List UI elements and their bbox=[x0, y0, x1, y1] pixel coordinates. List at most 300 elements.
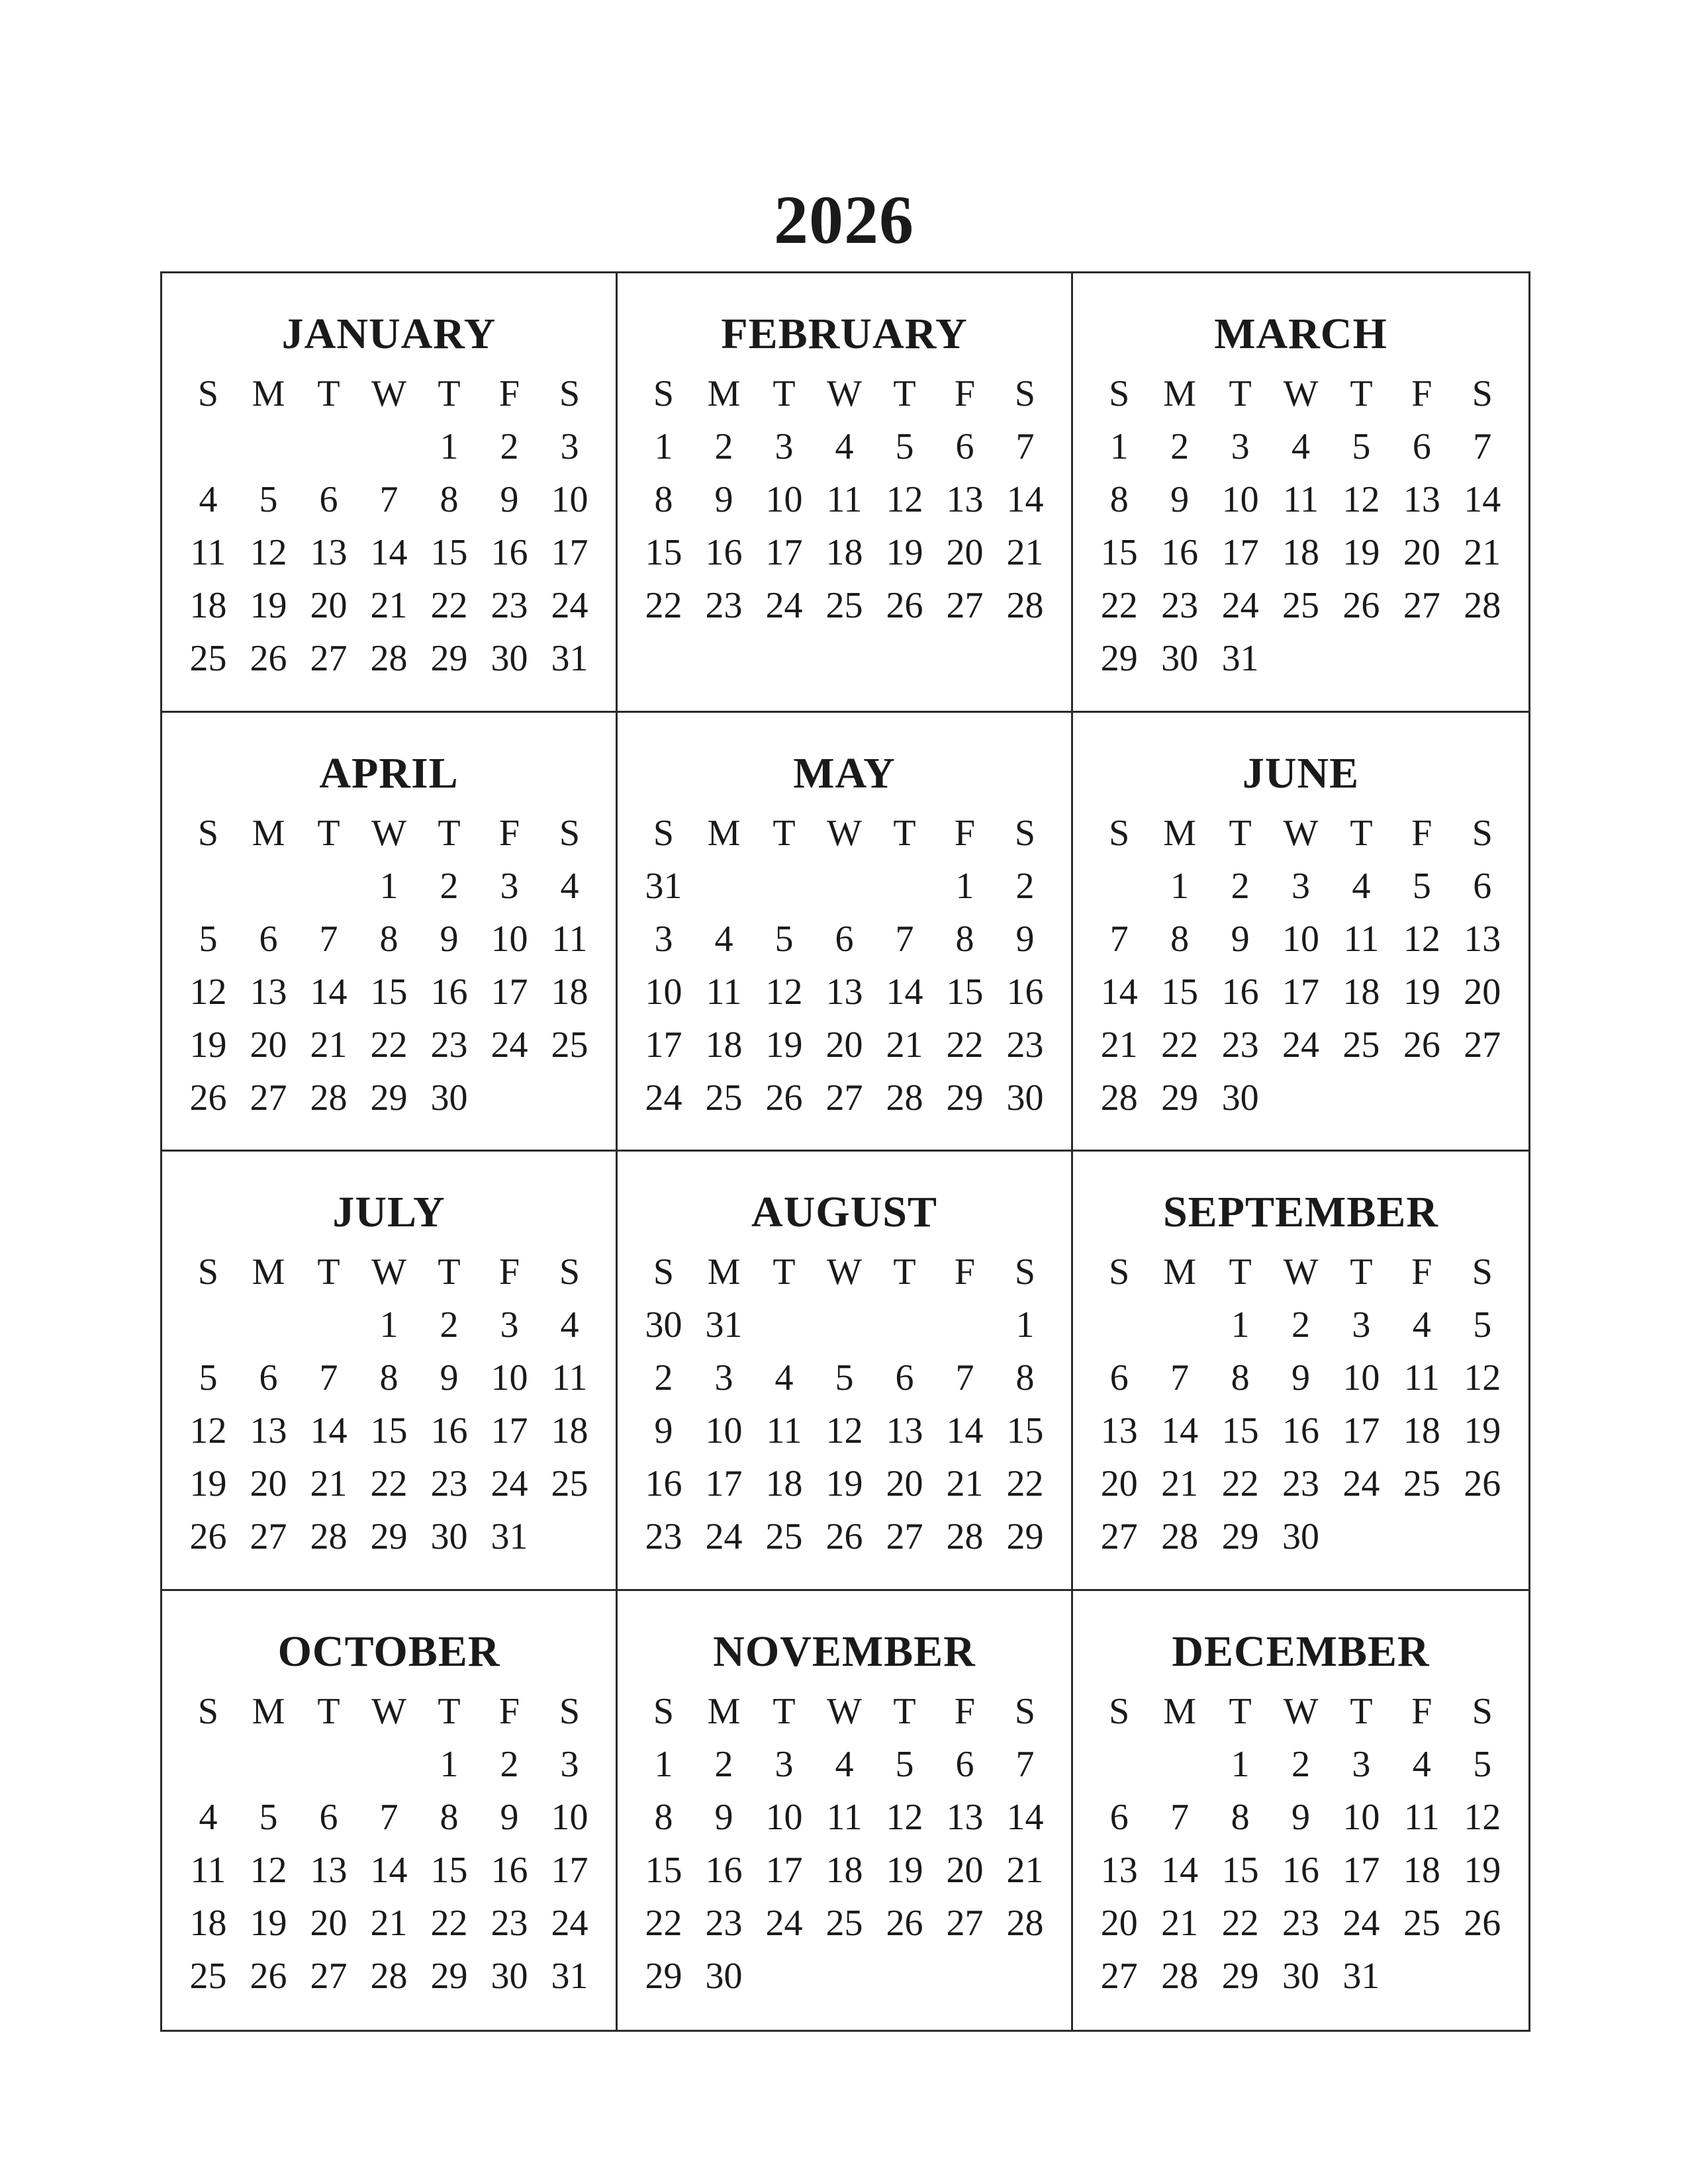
day-cell: 3 bbox=[1352, 1743, 1371, 1785]
day-cell: 5 bbox=[895, 1743, 914, 1785]
day-cell: 26 bbox=[765, 1077, 803, 1118]
day-cell: 20 bbox=[886, 1463, 923, 1504]
day-cell: 30 bbox=[1282, 1516, 1319, 1557]
month-name: OCTOBER bbox=[277, 1627, 500, 1676]
day-cell: 29 bbox=[430, 638, 468, 679]
day-cell: 16 bbox=[705, 532, 743, 573]
day-grid bbox=[178, 1246, 600, 1563]
day-cell: 15 bbox=[1221, 1410, 1259, 1451]
empty-day-cell bbox=[359, 420, 419, 473]
day-cell: 12 bbox=[1403, 918, 1440, 960]
day-cell: 25 bbox=[551, 1463, 588, 1504]
day-cell: 19 bbox=[1403, 971, 1440, 1013]
day-cell: 24 bbox=[645, 1077, 682, 1118]
day-cell: 11 bbox=[1403, 1796, 1440, 1838]
day-cell: 11 bbox=[190, 532, 226, 573]
day-cell: 22 bbox=[370, 1463, 408, 1504]
day-cell: 3 bbox=[774, 426, 794, 467]
day-cell: 8 bbox=[440, 479, 459, 520]
day-cell: 25 bbox=[551, 1024, 588, 1066]
day-cell: 18 bbox=[551, 971, 588, 1013]
day-cell: 19 bbox=[250, 585, 287, 626]
day-grid bbox=[633, 367, 1055, 632]
weekday-label: W bbox=[1283, 1690, 1319, 1732]
day-cell: 11 bbox=[706, 971, 742, 1013]
day-cell: 2 bbox=[1231, 865, 1250, 907]
day-cell: 24 bbox=[551, 585, 588, 626]
day-cell: 9 bbox=[440, 918, 459, 960]
day-grid bbox=[1089, 367, 1513, 685]
day-cell: 26 bbox=[1342, 585, 1380, 626]
weekday-label: T bbox=[1229, 1690, 1252, 1732]
day-cell: 18 bbox=[765, 1463, 803, 1504]
day-cell: 2 bbox=[500, 426, 519, 467]
day-cell: 28 bbox=[1006, 585, 1044, 626]
day-cell: 23 bbox=[1006, 1024, 1044, 1066]
day-cell: 8 bbox=[1170, 918, 1190, 960]
day-cell: 22 bbox=[645, 1902, 682, 1944]
weekday-label: M bbox=[707, 1690, 741, 1732]
weekday-label: W bbox=[371, 812, 406, 854]
empty-day-cell bbox=[238, 420, 299, 473]
empty-day-cell bbox=[178, 1738, 238, 1791]
weekday-label: S bbox=[197, 1690, 219, 1732]
day-cell: 13 bbox=[1100, 1849, 1138, 1891]
day-cell: 14 bbox=[1100, 971, 1138, 1013]
empty-day-cell bbox=[814, 860, 874, 913]
day-cell: 2 bbox=[500, 1743, 519, 1785]
month-block-october bbox=[162, 1591, 618, 2030]
day-cell: 18 bbox=[825, 1849, 863, 1891]
empty-day-cell bbox=[1089, 860, 1149, 913]
weekday-label: T bbox=[1350, 1690, 1373, 1732]
weekday-label: M bbox=[1163, 1690, 1197, 1732]
day-cell: 18 bbox=[1282, 532, 1319, 573]
empty-day-cell bbox=[874, 1298, 935, 1351]
day-cell: 21 bbox=[1161, 1902, 1199, 1944]
day-cell: 9 bbox=[500, 479, 519, 520]
day-cell: 20 bbox=[250, 1024, 287, 1066]
weekday-label: F bbox=[498, 812, 520, 854]
day-cell: 29 bbox=[645, 1955, 682, 1997]
calendar-grid bbox=[160, 271, 1530, 2032]
day-cell: 6 bbox=[955, 1743, 974, 1785]
day-cell: 26 bbox=[1464, 1463, 1501, 1504]
month-name: JANUARY bbox=[281, 310, 496, 358]
day-cell: 3 bbox=[774, 1743, 794, 1785]
day-cell: 27 bbox=[310, 638, 348, 679]
day-cell: 22 bbox=[370, 1024, 408, 1066]
weekday-label: S bbox=[197, 1251, 219, 1293]
month-block-april bbox=[162, 713, 618, 1152]
day-cell: 21 bbox=[370, 1902, 408, 1944]
day-cell: 24 bbox=[491, 1024, 528, 1066]
day-cell: 16 bbox=[1161, 532, 1199, 573]
day-cell: 20 bbox=[310, 1902, 348, 1944]
day-cell: 8 bbox=[654, 1796, 673, 1838]
day-cell: 18 bbox=[1403, 1410, 1440, 1451]
day-cell: 8 bbox=[379, 1357, 399, 1398]
day-cell: 30 bbox=[491, 638, 528, 679]
day-cell: 6 bbox=[319, 1796, 338, 1838]
day-cell: 14 bbox=[310, 971, 348, 1013]
day-cell: 22 bbox=[1221, 1902, 1259, 1944]
weekday-label: T bbox=[438, 373, 461, 414]
month-block-november bbox=[618, 1591, 1073, 2030]
day-cell: 25 bbox=[1342, 1024, 1380, 1066]
day-cell: 29 bbox=[946, 1077, 984, 1118]
day-cell: 23 bbox=[645, 1516, 682, 1557]
day-cell: 15 bbox=[370, 1410, 408, 1451]
day-cell: 19 bbox=[1464, 1849, 1501, 1891]
day-cell: 7 bbox=[895, 918, 914, 960]
day-cell: 11 bbox=[766, 1410, 802, 1451]
day-cell: 7 bbox=[1170, 1357, 1190, 1398]
day-cell: 30 bbox=[1221, 1077, 1259, 1118]
day-cell: 21 bbox=[1006, 1849, 1044, 1891]
day-cell: 15 bbox=[1006, 1410, 1044, 1451]
month-block-december bbox=[1073, 1591, 1528, 2030]
day-cell: 16 bbox=[430, 1410, 468, 1451]
day-cell: 26 bbox=[189, 1077, 227, 1118]
day-cell: 27 bbox=[1403, 585, 1440, 626]
day-cell: 25 bbox=[1282, 585, 1319, 626]
day-cell: 12 bbox=[1464, 1796, 1501, 1838]
day-cell: 16 bbox=[1221, 971, 1259, 1013]
day-cell: 19 bbox=[765, 1024, 803, 1066]
weekday-label: W bbox=[1283, 812, 1319, 854]
day-cell: 16 bbox=[1006, 971, 1044, 1013]
day-cell: 23 bbox=[1282, 1463, 1319, 1504]
day-cell: 27 bbox=[1100, 1516, 1138, 1557]
day-cell: 9 bbox=[714, 479, 733, 520]
day-cell: 21 bbox=[1464, 532, 1501, 573]
day-cell: 4 bbox=[774, 1357, 794, 1398]
day-cell: 26 bbox=[250, 1955, 287, 1997]
day-cell: 20 bbox=[250, 1463, 287, 1504]
day-cell: 2 bbox=[440, 1304, 459, 1345]
day-cell: 15 bbox=[946, 971, 984, 1013]
day-cell: 15 bbox=[430, 532, 468, 573]
month-block-march bbox=[1073, 273, 1528, 713]
day-cell: 18 bbox=[189, 585, 227, 626]
month-block-may bbox=[618, 713, 1073, 1152]
day-cell: 6 bbox=[835, 918, 854, 960]
weekday-label: S bbox=[1472, 373, 1493, 414]
day-cell: 13 bbox=[946, 479, 984, 520]
day-cell: 11 bbox=[826, 479, 863, 520]
weekday-label: F bbox=[498, 1251, 520, 1293]
day-cell: 27 bbox=[250, 1077, 287, 1118]
day-cell: 17 bbox=[491, 971, 528, 1013]
weekday-label: S bbox=[1014, 373, 1036, 414]
day-cell: 14 bbox=[1161, 1410, 1199, 1451]
day-cell: 26 bbox=[886, 585, 923, 626]
day-cell: 28 bbox=[1006, 1902, 1044, 1944]
day-cell: 15 bbox=[645, 532, 682, 573]
empty-day-cell bbox=[359, 1738, 419, 1791]
empty-day-cell bbox=[178, 420, 238, 473]
weekday-label: S bbox=[1014, 1251, 1036, 1293]
day-cell: 8 bbox=[1109, 479, 1129, 520]
weekday-label: F bbox=[954, 812, 976, 854]
weekday-label: T bbox=[317, 812, 340, 854]
month-name: MAY bbox=[793, 749, 896, 797]
weekday-label: T bbox=[1229, 1251, 1252, 1293]
day-cell: 16 bbox=[645, 1463, 682, 1504]
day-cell: 12 bbox=[1464, 1357, 1501, 1398]
day-cell: 31 bbox=[645, 865, 682, 907]
day-cell: 20 bbox=[946, 1849, 984, 1891]
month-name: DECEMBER bbox=[1172, 1627, 1430, 1676]
day-cell: 29 bbox=[1221, 1516, 1259, 1557]
day-cell: 15 bbox=[1161, 971, 1199, 1013]
weekday-label: S bbox=[559, 1251, 581, 1293]
weekday-label: T bbox=[317, 373, 340, 414]
weekday-label: F bbox=[954, 373, 976, 414]
day-cell: 8 bbox=[1231, 1796, 1250, 1838]
day-cell: 15 bbox=[1221, 1849, 1259, 1891]
day-cell: 13 bbox=[250, 1410, 287, 1451]
weekday-label: W bbox=[1283, 1251, 1319, 1293]
empty-day-cell bbox=[874, 860, 935, 913]
weekday-label: M bbox=[252, 1251, 285, 1293]
day-cell: 12 bbox=[825, 1410, 863, 1451]
day-cell: 23 bbox=[491, 1902, 528, 1944]
weekday-label: S bbox=[197, 812, 219, 854]
weekday-label: S bbox=[197, 373, 219, 414]
day-cell: 29 bbox=[370, 1077, 408, 1118]
day-cell: 26 bbox=[1464, 1902, 1501, 1944]
day-cell: 2 bbox=[1170, 426, 1190, 467]
empty-day-cell bbox=[754, 1298, 814, 1351]
month-name: JULY bbox=[332, 1188, 445, 1236]
day-cell: 4 bbox=[199, 1796, 218, 1838]
day-cell: 29 bbox=[1006, 1516, 1044, 1557]
day-cell: 28 bbox=[370, 638, 408, 679]
weekday-label: T bbox=[773, 373, 796, 414]
day-cell: 5 bbox=[1412, 865, 1431, 907]
day-cell: 25 bbox=[1403, 1463, 1440, 1504]
day-cell: 1 bbox=[654, 426, 673, 467]
day-cell: 6 bbox=[1412, 426, 1431, 467]
day-cell: 5 bbox=[1473, 1304, 1492, 1345]
weekday-label: M bbox=[252, 812, 285, 854]
day-cell: 3 bbox=[654, 918, 673, 960]
day-cell: 2 bbox=[1291, 1304, 1310, 1345]
day-cell: 1 bbox=[1015, 1304, 1035, 1345]
weekday-label: F bbox=[954, 1690, 976, 1732]
day-cell: 21 bbox=[1161, 1463, 1199, 1504]
day-cell: 28 bbox=[310, 1077, 348, 1118]
day-cell: 20 bbox=[1100, 1902, 1138, 1944]
weekday-label: W bbox=[371, 1251, 406, 1293]
day-cell: 13 bbox=[1403, 479, 1440, 520]
day-cell: 13 bbox=[310, 1849, 348, 1891]
weekday-label: M bbox=[1163, 373, 1197, 414]
day-cell: 31 bbox=[551, 1955, 588, 1997]
weekday-label: S bbox=[1109, 373, 1130, 414]
day-cell: 26 bbox=[825, 1516, 863, 1557]
day-cell: 3 bbox=[500, 1304, 519, 1345]
weekday-label: T bbox=[893, 1251, 916, 1293]
day-cell: 3 bbox=[500, 865, 519, 907]
day-cell: 30 bbox=[430, 1516, 468, 1557]
day-cell: 6 bbox=[259, 1357, 278, 1398]
day-cell: 4 bbox=[835, 426, 854, 467]
day-cell: 3 bbox=[1291, 865, 1310, 907]
day-cell: 20 bbox=[1100, 1463, 1138, 1504]
day-cell: 19 bbox=[250, 1902, 287, 1944]
weekday-label: W bbox=[827, 1251, 862, 1293]
day-cell: 29 bbox=[370, 1516, 408, 1557]
day-cell: 11 bbox=[551, 1357, 588, 1398]
day-cell: 4 bbox=[199, 479, 218, 520]
day-cell: 28 bbox=[1464, 585, 1501, 626]
day-cell: 2 bbox=[1015, 865, 1035, 907]
day-cell: 16 bbox=[491, 532, 528, 573]
day-cell: 14 bbox=[886, 971, 923, 1013]
day-cell: 30 bbox=[430, 1077, 468, 1118]
day-cell: 1 bbox=[654, 1743, 673, 1785]
day-cell: 14 bbox=[310, 1410, 348, 1451]
day-cell: 11 bbox=[190, 1849, 226, 1891]
weekday-label: T bbox=[317, 1690, 340, 1732]
day-cell: 1 bbox=[1170, 865, 1190, 907]
day-cell: 26 bbox=[886, 1902, 923, 1944]
weekday-label: T bbox=[1350, 1251, 1373, 1293]
weekday-label: F bbox=[498, 373, 520, 414]
weekday-label: W bbox=[371, 1690, 406, 1732]
weekday-label: S bbox=[559, 812, 581, 854]
day-cell: 18 bbox=[1403, 1849, 1440, 1891]
day-cell: 9 bbox=[1291, 1796, 1310, 1838]
day-cell: 17 bbox=[1221, 532, 1259, 573]
day-cell: 9 bbox=[714, 1796, 733, 1838]
day-grid bbox=[178, 807, 600, 1124]
empty-day-cell bbox=[1089, 1298, 1149, 1351]
day-cell: 4 bbox=[1412, 1304, 1431, 1345]
day-cell: 19 bbox=[886, 532, 923, 573]
weekday-label: S bbox=[559, 1690, 581, 1732]
day-cell: 20 bbox=[310, 585, 348, 626]
day-cell: 15 bbox=[370, 971, 408, 1013]
day-cell: 3 bbox=[1352, 1304, 1371, 1345]
day-cell: 28 bbox=[1161, 1955, 1199, 1997]
day-cell: 7 bbox=[1015, 426, 1035, 467]
day-cell: 27 bbox=[1100, 1955, 1138, 1997]
month-name: SEPTEMBER bbox=[1162, 1188, 1439, 1236]
day-cell: 20 bbox=[825, 1024, 863, 1066]
empty-day-cell bbox=[935, 1298, 995, 1351]
weekday-label: W bbox=[371, 373, 406, 414]
day-cell: 7 bbox=[1015, 1743, 1035, 1785]
day-cell: 27 bbox=[825, 1077, 863, 1118]
day-cell: 24 bbox=[1282, 1024, 1319, 1066]
day-cell: 14 bbox=[370, 1849, 408, 1891]
day-cell: 13 bbox=[886, 1410, 923, 1451]
weekday-label: F bbox=[954, 1251, 976, 1293]
day-cell: 23 bbox=[705, 585, 743, 626]
day-cell: 22 bbox=[430, 1902, 468, 1944]
day-cell: 5 bbox=[199, 1357, 218, 1398]
empty-day-cell bbox=[299, 420, 359, 473]
day-cell: 28 bbox=[1100, 1077, 1138, 1118]
day-cell: 30 bbox=[1161, 638, 1199, 679]
empty-day-cell bbox=[238, 1298, 299, 1351]
weekday-label: T bbox=[893, 812, 916, 854]
day-cell: 27 bbox=[250, 1516, 287, 1557]
day-cell: 8 bbox=[654, 479, 673, 520]
weekday-label: S bbox=[559, 373, 581, 414]
day-cell: 25 bbox=[825, 585, 863, 626]
weekday-label: W bbox=[1283, 373, 1319, 414]
day-grid bbox=[1089, 1246, 1513, 1563]
day-grid bbox=[1089, 1685, 1513, 2003]
day-cell: 10 bbox=[705, 1410, 743, 1451]
day-cell: 17 bbox=[765, 532, 803, 573]
day-cell: 12 bbox=[189, 971, 227, 1013]
empty-day-cell bbox=[238, 860, 299, 913]
day-cell: 30 bbox=[645, 1304, 682, 1345]
day-cell: 25 bbox=[705, 1077, 743, 1118]
day-cell: 22 bbox=[1161, 1024, 1199, 1066]
day-cell: 13 bbox=[946, 1796, 984, 1838]
day-cell: 5 bbox=[835, 1357, 854, 1398]
day-cell: 17 bbox=[1282, 971, 1319, 1013]
day-cell: 18 bbox=[1342, 971, 1380, 1013]
day-cell: 26 bbox=[1403, 1024, 1440, 1066]
day-cell: 9 bbox=[440, 1357, 459, 1398]
day-cell: 26 bbox=[250, 638, 287, 679]
day-cell: 1 bbox=[1231, 1743, 1250, 1785]
day-cell: 3 bbox=[1231, 426, 1250, 467]
day-cell: 4 bbox=[1291, 426, 1310, 467]
empty-day-cell bbox=[178, 860, 238, 913]
day-grid bbox=[178, 1685, 600, 2003]
day-cell: 31 bbox=[1221, 638, 1259, 679]
weekday-label: S bbox=[1014, 1690, 1036, 1732]
day-cell: 17 bbox=[491, 1410, 528, 1451]
day-cell: 6 bbox=[319, 479, 338, 520]
day-cell: 24 bbox=[705, 1516, 743, 1557]
weekday-label: S bbox=[653, 812, 675, 854]
weekday-label: S bbox=[653, 1690, 675, 1732]
weekday-label: F bbox=[1411, 373, 1432, 414]
day-cell: 21 bbox=[1100, 1024, 1138, 1066]
day-cell: 23 bbox=[1221, 1024, 1259, 1066]
day-cell: 7 bbox=[319, 1357, 338, 1398]
day-cell: 28 bbox=[1161, 1516, 1199, 1557]
day-cell: 30 bbox=[705, 1955, 743, 1997]
weekday-label: T bbox=[893, 373, 916, 414]
day-cell: 12 bbox=[189, 1410, 227, 1451]
day-cell: 17 bbox=[705, 1463, 743, 1504]
day-cell: 30 bbox=[491, 1955, 528, 1997]
day-cell: 10 bbox=[765, 479, 803, 520]
day-cell: 6 bbox=[259, 918, 278, 960]
day-cell: 1 bbox=[379, 865, 399, 907]
weekday-label: S bbox=[1472, 1690, 1493, 1732]
day-cell: 15 bbox=[1100, 532, 1138, 573]
day-cell: 16 bbox=[430, 971, 468, 1013]
day-cell: 21 bbox=[946, 1463, 984, 1504]
day-cell: 13 bbox=[825, 971, 863, 1013]
day-cell: 2 bbox=[714, 1743, 733, 1785]
month-name: MARCH bbox=[1214, 310, 1387, 358]
weekday-label: T bbox=[438, 812, 461, 854]
weekday-label: T bbox=[893, 1690, 916, 1732]
